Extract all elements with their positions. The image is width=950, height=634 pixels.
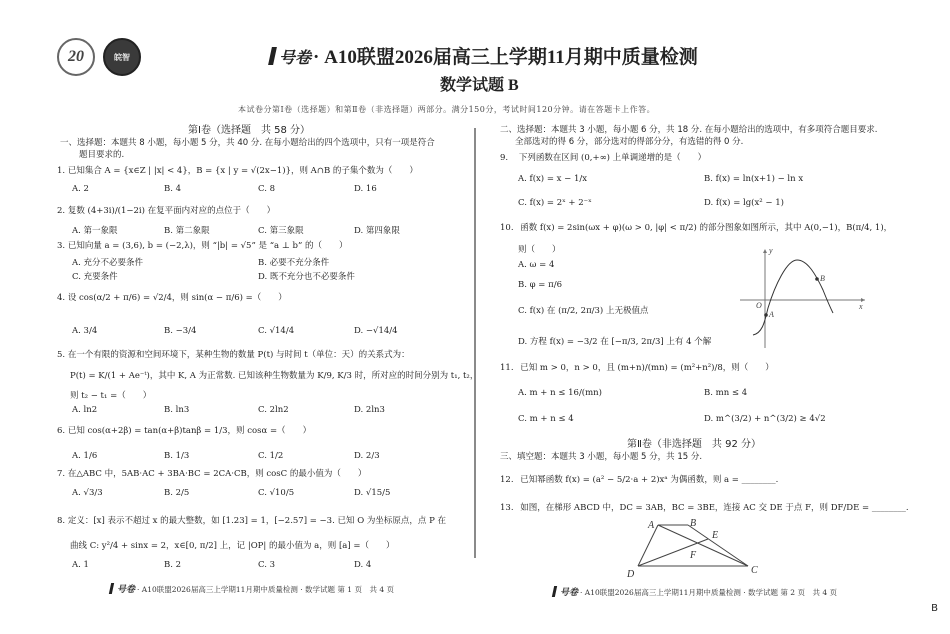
- page-2-footer: [553, 585, 837, 598]
- question-6: [57, 425, 311, 437]
- question-number: 13.: [500, 503, 514, 513]
- q11-option-c: C. m + n ≤ 4: [518, 414, 574, 424]
- q7-option-d: D. √15/5: [354, 488, 391, 498]
- anhui-ten-schools-logo: [57, 38, 95, 76]
- q8-option-d: D. 4: [354, 560, 372, 570]
- question-number: 11.: [500, 363, 514, 373]
- point-a-label: A: [769, 310, 774, 319]
- segment-de: [638, 539, 708, 566]
- question-12: [500, 474, 778, 486]
- q8-option-a: A. 1: [72, 560, 89, 570]
- brand-brush-icon: [268, 47, 277, 65]
- vertex-b-label: B: [690, 518, 697, 529]
- question-4: [57, 292, 287, 304]
- question-stem: 如图，在梯形 ABCD 中，DC = 3AB，BC = 3BE，连接 AC 交 DE 于点 F，则 DF/DE = ________.: [520, 503, 909, 513]
- question-number: 2.: [57, 206, 66, 216]
- exam-subtitle: 数学试题 B: [440, 77, 519, 94]
- question-number: 6.: [57, 426, 66, 436]
- point-f-label: F: [690, 550, 697, 561]
- q10-option-a: A. ω = 4: [518, 260, 555, 270]
- footer-text: · A10联盟2026届高三上学期11月期中质量检测 · 数学试题 第 2 页 共 4 页: [580, 588, 837, 597]
- question-number: 7.: [57, 469, 66, 479]
- q3-option-b: B. 必要不充分条件: [258, 258, 330, 268]
- question-number: 10.: [500, 223, 514, 233]
- exam-instructions: 本试卷分第Ⅰ卷（选择题）和第Ⅱ卷（非选择题）两部分。满分150分，考试时间120分钟。请在答题卡上作答。: [238, 105, 656, 114]
- q3-option-c: C. 充要条件: [72, 272, 118, 282]
- q5-option-c: C. 2ln2: [258, 405, 289, 415]
- question-stem: 复数 (4+3i)/(1−2i) 在复平面内对应的点位于（ ）: [67, 206, 276, 216]
- origin-label: O: [756, 301, 762, 310]
- question-stem: 定义：[x] 表示不超过 x 的最大整数，如 [1.23] = 1，[−2.57] = −3. 已知 O 为坐标原点，点 P 在: [67, 516, 446, 526]
- question-5: [57, 349, 410, 361]
- footer-text: · A10联盟2026届高三上学期11月期中质量检测 · 数学试题 第 1 页 共 4 页: [137, 585, 394, 594]
- q9-option-a: A. f(x) = x − 1/x: [518, 174, 588, 184]
- section1-heading-cont: 题目要求的.: [79, 150, 125, 160]
- question-number: 9.: [500, 153, 509, 163]
- header-logos: [57, 38, 141, 76]
- q3-option-d: D. 既不充分也不必要条件: [258, 272, 355, 282]
- question-number: 5.: [57, 350, 66, 360]
- q1-option-b: B. 4: [164, 184, 182, 194]
- question-stem: 设 cos(α/2 + π/6) = √2/4，则 sin(α − π/6) =（ ）: [67, 293, 287, 303]
- q8-option-b: B. 2: [164, 560, 182, 570]
- section2-heading: 二、选择题：本题共 3 小题，每小题 6 分，共 18 分. 在每小题给出的选项中，有多项符合题目要求.: [500, 125, 878, 135]
- question-stem: 函数 f(x) = 2sin(ωx + φ)(ω > 0, |φ| < π/2) 的部分图象如图所示，其中 A(0,−1)，B(π/4, 1)，: [520, 223, 893, 233]
- q6-option-d: D. 2/3: [354, 451, 380, 461]
- q5-option-d: D. 2ln3: [354, 405, 385, 415]
- q1-option-d: D. 16: [354, 184, 377, 194]
- question-8-cont: 曲线 C: y²/4 + sinx = 2，x∈[0, π/2] 上，记 |OP| 的最小值为 a，则 [a] =（ ）: [70, 541, 395, 551]
- part1-heading: 第Ⅰ卷（选择题 共 58 分）: [188, 125, 311, 136]
- brand-brush-icon: [552, 586, 557, 597]
- brand-name: 号卷: [117, 585, 136, 595]
- part2-heading: 第Ⅱ卷（非选择题 共 92 分）: [627, 439, 762, 450]
- q10-option-b: B. φ = π/6: [518, 280, 562, 290]
- question-10: [500, 222, 892, 234]
- question-7: [57, 468, 366, 480]
- vertex-d-label: D: [627, 569, 635, 580]
- exam-title-text: · A10联盟2026届高三上学期11月期中质量检测: [313, 47, 698, 68]
- q1-option-a: A. 2: [72, 184, 89, 194]
- q4-option-b: B. −3/4: [164, 326, 197, 336]
- question-number: 3.: [57, 241, 66, 251]
- q5-option-a: A. ln2: [72, 405, 98, 415]
- paper-version-mark: B: [931, 603, 938, 614]
- brand-name: 号卷: [279, 48, 312, 67]
- q11-option-a: A. m + n ≤ 16/(mn): [518, 388, 602, 398]
- q6-option-a: A. 1/6: [72, 451, 98, 461]
- question-stem: 在一个有限的资源和空间环境下，某种生物的数量 P(t) 与时间 t（单位：天）的关系式为：: [67, 350, 410, 360]
- question-2: [57, 205, 275, 217]
- question-5-formula: P(t) = K/(1 + Ae⁻ᵗ)，其中 K, A 为正常数. 已知该种生物数量为 K/9, K/3 时，所对应的时间分别为 t₁, t₂，: [70, 371, 479, 381]
- q7-option-b: B. 2/5: [164, 488, 190, 498]
- q10-option-c: C. f(x) 在 (π/2, 2π/3) 上无极值点: [518, 306, 649, 316]
- q2-option-c: C. 第三象限: [258, 226, 304, 236]
- question-13: [500, 502, 909, 514]
- question-number: 1.: [57, 166, 66, 176]
- q9-option-b: B. f(x) = ln(x+1) − ln x: [704, 174, 804, 184]
- trapezoid-figure: [620, 518, 770, 580]
- q3-option-a: A. 充分不必要条件: [72, 258, 144, 268]
- sine-graph-figure: [735, 245, 870, 350]
- section2-heading-cont: 全部选对的得 6 分，部分选对的得部分分，有选错的得 0 分.: [515, 137, 744, 147]
- question-number: 8.: [57, 516, 66, 526]
- q5-option-b: B. ln3: [164, 405, 190, 415]
- q4-option-c: C. √14/4: [258, 326, 295, 336]
- q9-option-c: C. f(x) = 2ˣ + 2⁻ˣ: [518, 198, 592, 208]
- wanzhi-education-logo: [103, 38, 141, 76]
- brand-name: 号卷: [560, 588, 579, 598]
- question-stem: 已知幂函数 f(x) = (a² − 5/2·a + 2)xᵃ 为偶函数，则 a = ________.: [520, 475, 779, 485]
- q10-option-d: D. 方程 f(x) = −3/2 在 [−π/3, 2π/3] 上有 4 个解: [518, 337, 712, 347]
- point-b-label: B: [820, 274, 825, 283]
- question-9: [500, 152, 706, 164]
- q2-option-a: A. 第一象限: [72, 226, 118, 236]
- question-8: [57, 515, 446, 527]
- y-label: y: [769, 246, 773, 255]
- vertex-c-label: C: [751, 565, 758, 576]
- question-10-ask: 则（ ）: [518, 245, 561, 255]
- q8-option-c: C. 3: [258, 560, 276, 570]
- q4-option-a: A. 3/4: [72, 326, 98, 336]
- vertex-a-label: A: [648, 520, 655, 531]
- question-3: [57, 240, 348, 252]
- q2-option-b: B. 第二象限: [164, 226, 210, 236]
- question-11: [500, 362, 774, 374]
- question-5-ask: 则 t₂ − t₁ =（ ）: [70, 391, 152, 401]
- q6-option-b: B. 1/3: [164, 451, 190, 461]
- point-e-label: E: [712, 530, 719, 541]
- section1-heading: 一、选择题：本题共 8 小题，每小题 5 分，共 40 分. 在每小题给出的四个选项中，只有一项是符合: [60, 138, 435, 148]
- exam-title: [270, 42, 698, 69]
- question-stem: 在△ABC 中，5AB·AC + 3BA·BC = 2CA·CB，则 cosC 的最小值为（ ）: [67, 469, 367, 479]
- q11-option-b: B. mn ≤ 4: [704, 388, 748, 398]
- point-a: [764, 313, 768, 317]
- logo-glyph: 20: [68, 48, 84, 65]
- diagonal-ac: [658, 525, 748, 566]
- column-divider: [474, 128, 476, 558]
- q2-option-d: D. 第四象限: [354, 226, 400, 236]
- question-stem: 已知集合 A = {x∈Z | |x| < 4}，B = {x | y = √(2x−1)}，则 A∩B 的子集个数为（ ）: [67, 166, 418, 176]
- question-stem: 已知 m > 0，n > 0，且 (m+n)/(mn) = (m²+n²)/8，则（ ）: [520, 363, 774, 373]
- question-number: 4.: [57, 293, 66, 303]
- q9-option-d: D. f(x) = lg(x² − 1): [704, 198, 784, 208]
- section3-heading: 三、填空题：本题共 3 小题，每小题 5 分，共 15 分.: [500, 452, 703, 462]
- page-1-footer: [110, 582, 394, 595]
- x-label: x: [859, 302, 863, 311]
- question-number: 12.: [500, 475, 514, 485]
- point-b: [815, 277, 819, 281]
- brand-brush-icon: [109, 583, 114, 594]
- question-stem: 下列函数在区间 (0,+∞) 上单调递增的是（ ）: [518, 153, 707, 163]
- q4-option-d: D. −√14/4: [354, 326, 398, 336]
- question-1: [57, 165, 418, 177]
- y-axis-arrow-icon: [763, 249, 767, 253]
- q7-option-a: A. √3/3: [72, 488, 103, 498]
- question-stem: 已知 cos(α+2β) = tan(α+β)tanβ = 1/3，则 cosα =（ ）: [67, 426, 312, 436]
- logo-glyph: 皖智: [114, 52, 130, 62]
- q7-option-c: C. √10/5: [258, 488, 295, 498]
- q11-option-d: D. m^(3/2) + n^(3/2) ≥ 4√2: [704, 414, 826, 424]
- q1-option-c: C. 8: [258, 184, 276, 194]
- q6-option-c: C. 1/2: [258, 451, 284, 461]
- question-stem: 已知向量 a = (3,6), b = (−2,λ)，则 “|b| = √5” 是 “a ⊥ b” 的（ ）: [67, 241, 348, 251]
